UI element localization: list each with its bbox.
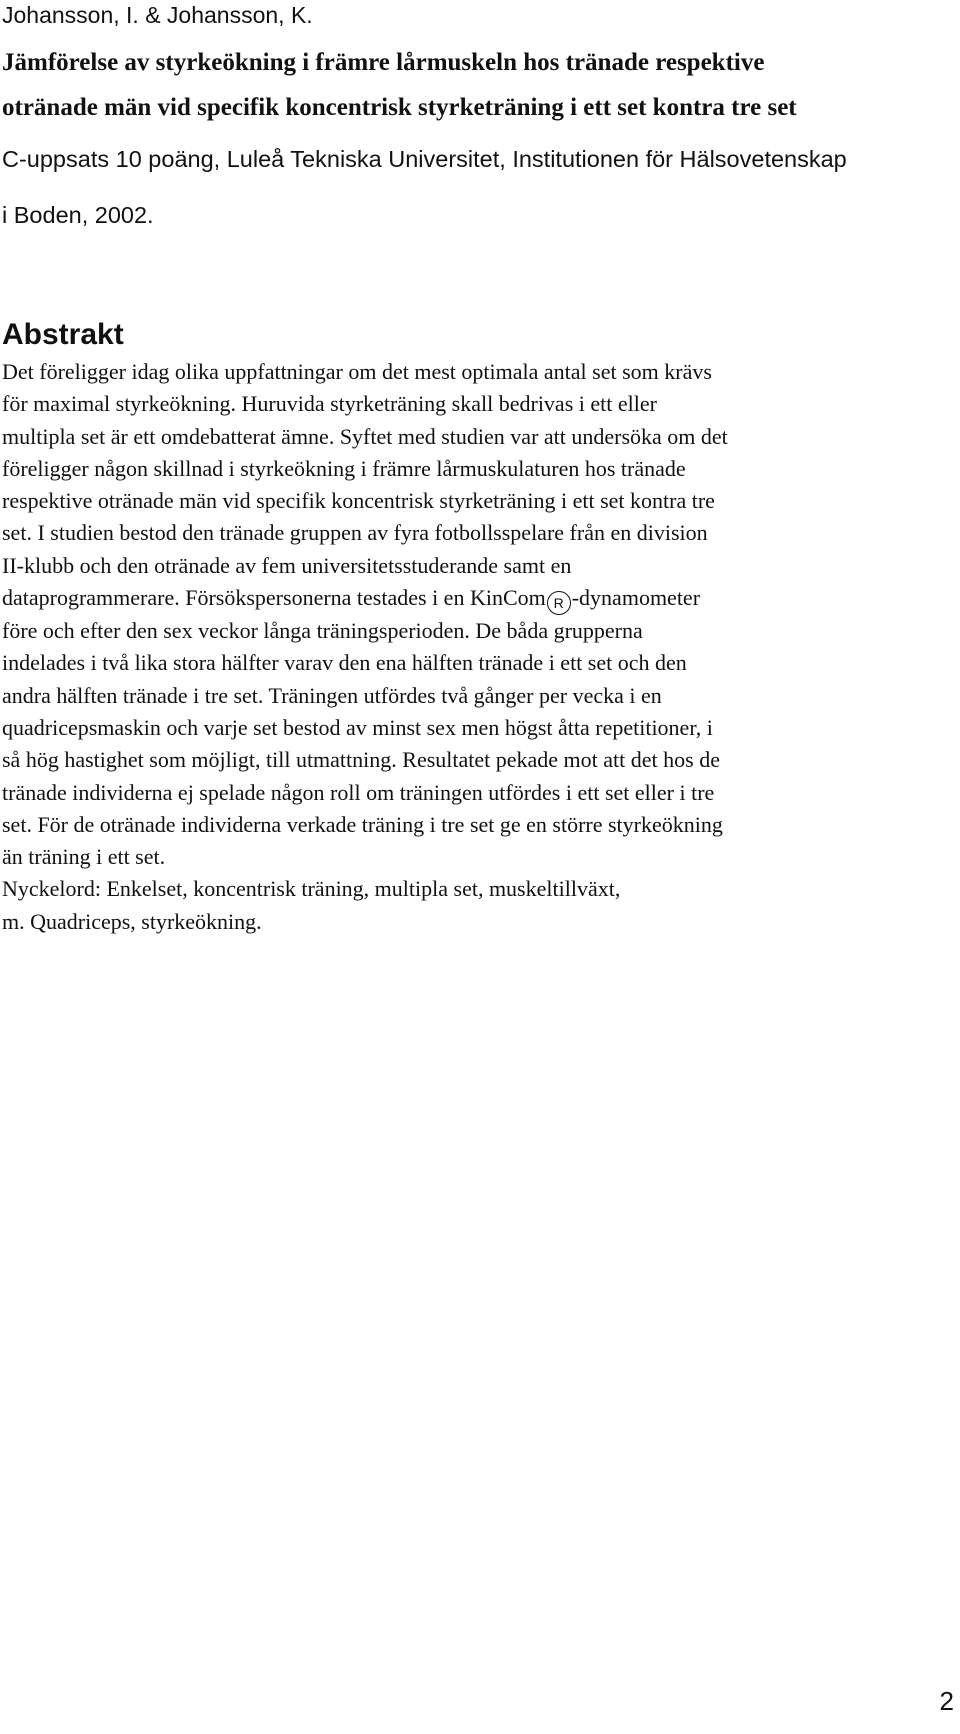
abstract-line-with-mark (2, 582, 952, 615)
registered-mark-icon: R (547, 591, 571, 615)
page-number: 2 (939, 1686, 954, 1716)
abstract-line: andra hälften tränade i tre set. Träningen utfördes två gånger per vecka i en (2, 682, 662, 708)
abstract-line: tränade individerna ej spelade någon roll om träningen utfördes i ett set eller i tre (2, 779, 715, 805)
abstract-line: föreligger någon skillnad i styrkeökning i främre lårmuskulaturen hos tränade (2, 455, 686, 481)
abstract-line: så hög hastighet som möjligt, till utmattning. Resultatet pekade mot att det hos de (2, 747, 720, 773)
abstract-body (2, 356, 952, 938)
abstract-line: II-klubb och den otränade av fem universitetsstuderande samt en (2, 552, 572, 578)
meta-line-1: C-uppsats 10 poäng, Luleå Tekniska Universitet, Institutionen för Hälsovetenskap (2, 146, 847, 172)
abstract-line: quadricepsmaskin och varje set bestod av minst sex men högst åtta repetitioner, i (2, 714, 713, 740)
abstract-heading: Abstrakt (2, 318, 124, 351)
abstract-line: indelades i två lika stora hälfter varav den ena hälften tränade i ett set och den (2, 650, 687, 676)
abstract-line: respektive otränade män vid specifik koncentrisk styrketräning i ett set kontra tre (2, 488, 715, 514)
abstract-line: före och efter den sex veckor långa träningsperioden. De båda grupperna (2, 618, 643, 644)
abstract-line: set. I studien bestod den tränade gruppen av fyra fotbollsspelare från en division (2, 520, 708, 546)
meta-line-2: i Boden, 2002. (2, 202, 154, 228)
abstract-line: set. För de otränade individerna verkade träning i tre set ge en större styrkeökning (2, 811, 723, 837)
authors: Johansson, I. & Johansson, K. (2, 2, 313, 28)
title-line-1: Jämförelse av styrkeökning i främre lårmuskeln hos tränade respektive (2, 49, 765, 76)
abstract-line: multipla set är ett omdebatterat ämne. Syftet med studien var att undersöka om det (2, 423, 728, 449)
abstract-line: än träning i ett set. (2, 844, 166, 870)
abstract-line: Det föreligger idag olika uppfattningar om det mest optimala antal set som krävs (2, 359, 712, 384)
keywords-line: m. Quadriceps, styrkeökning. (2, 908, 262, 934)
abstract-line-part: dataprogrammerare. Försökspersonerna testades i en KinCom (2, 585, 546, 611)
title-line-2: otränade män vid specifik koncentrisk styrketräning i ett set kontra tre set (2, 94, 797, 121)
abstract-line: för maximal styrkeökning. Huruvida styrketräning skall bedrivas i ett eller (2, 391, 657, 417)
keywords-line: Nyckelord: Enkelset, koncentrisk träning, multipla set, muskeltillväxt, (2, 876, 621, 902)
abstract-line-part: -dynamometer (571, 585, 701, 611)
